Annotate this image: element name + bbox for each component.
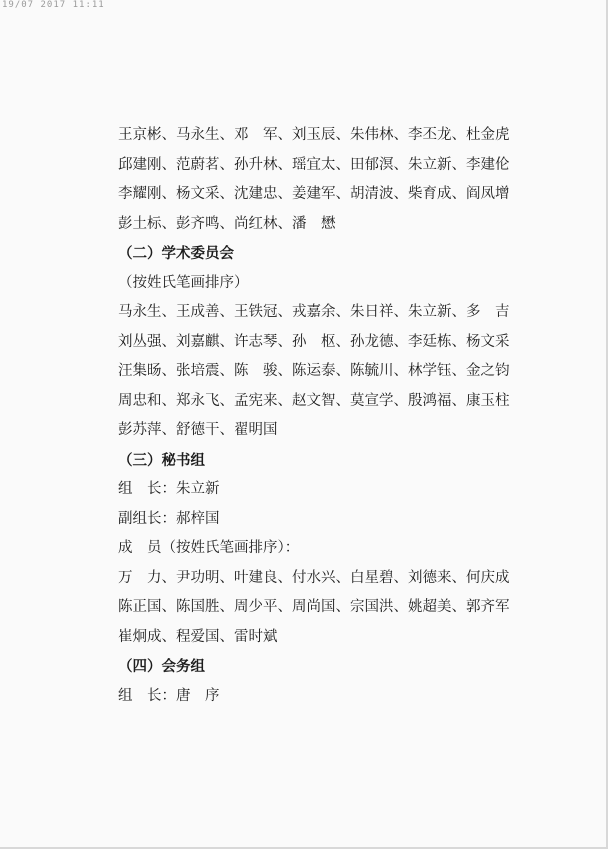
- name-row: 万 力、尹功明、叶建良、付水兴、白星碧、刘德来、何庆成: [118, 569, 510, 586]
- member-list-block: [118, 121, 538, 239]
- name-row: 刘丛强、刘嘉麒、许志琴、孙 枢、孙龙德、李廷栋、杨文采: [118, 333, 510, 350]
- name-row: 王京彬、马永生、邓 军、刘玉辰、朱伟林、李丕龙、杜金虎: [118, 127, 510, 143]
- section-heading-academic-committee: （二）学术委员会: [118, 245, 234, 262]
- name-row: 李耀刚、杨文采、沈建忠、姜建军、胡清波、柴育成、阎凤增: [118, 186, 510, 202]
- fax-header: 19/07 2017 11:11: [2, 0, 105, 10]
- section-heading-secretariat: （三）秘书组: [118, 451, 205, 469]
- document-body: [118, 121, 538, 711]
- name-row: 陈正国、陈国胜、周少平、周尚国、宗国洪、姚超美、郭齐军: [118, 599, 510, 615]
- secretariat-deputy: 副组长：郝梓国: [118, 510, 220, 527]
- name-row: 马永生、王成善、王铁冠、戎嘉余、朱日祥、朱立新、多 吉: [118, 304, 510, 320]
- name-row: 邱建刚、范蔚茗、孙升林、瑶宜太、田郁溟、朱立新、李建伦: [118, 156, 510, 173]
- secretariat-members-list: [118, 564, 538, 653]
- name-row: 汪集旸、张培震、陈 骏、陈运泰、陈毓川、林学钰、金之钧: [118, 363, 510, 379]
- name-row: 周忠和、郑永飞、孟宪来、赵文智、莫宣学、殷鸿福、康玉柱: [118, 392, 510, 409]
- secretariat-members-label: 成 员（按姓氏笔画排序）：: [118, 540, 300, 556]
- secretariat-leader: 组 长：朱立新: [118, 481, 220, 497]
- academic-committee-list: [118, 298, 538, 446]
- name-row: 彭土标、彭齐鸣、尚红林、潘 懋: [118, 215, 336, 232]
- name-row: 崔炯成、程爱国、雷时斌: [118, 628, 278, 645]
- name-row: 彭苏萍、舒德干、翟明国: [118, 422, 278, 438]
- sort-note: （按姓氏笔画排序）: [118, 274, 249, 291]
- section-heading-conference-affairs: （四）会务组: [118, 658, 205, 675]
- conference-affairs-leader: 组 长：唐 序: [118, 687, 220, 704]
